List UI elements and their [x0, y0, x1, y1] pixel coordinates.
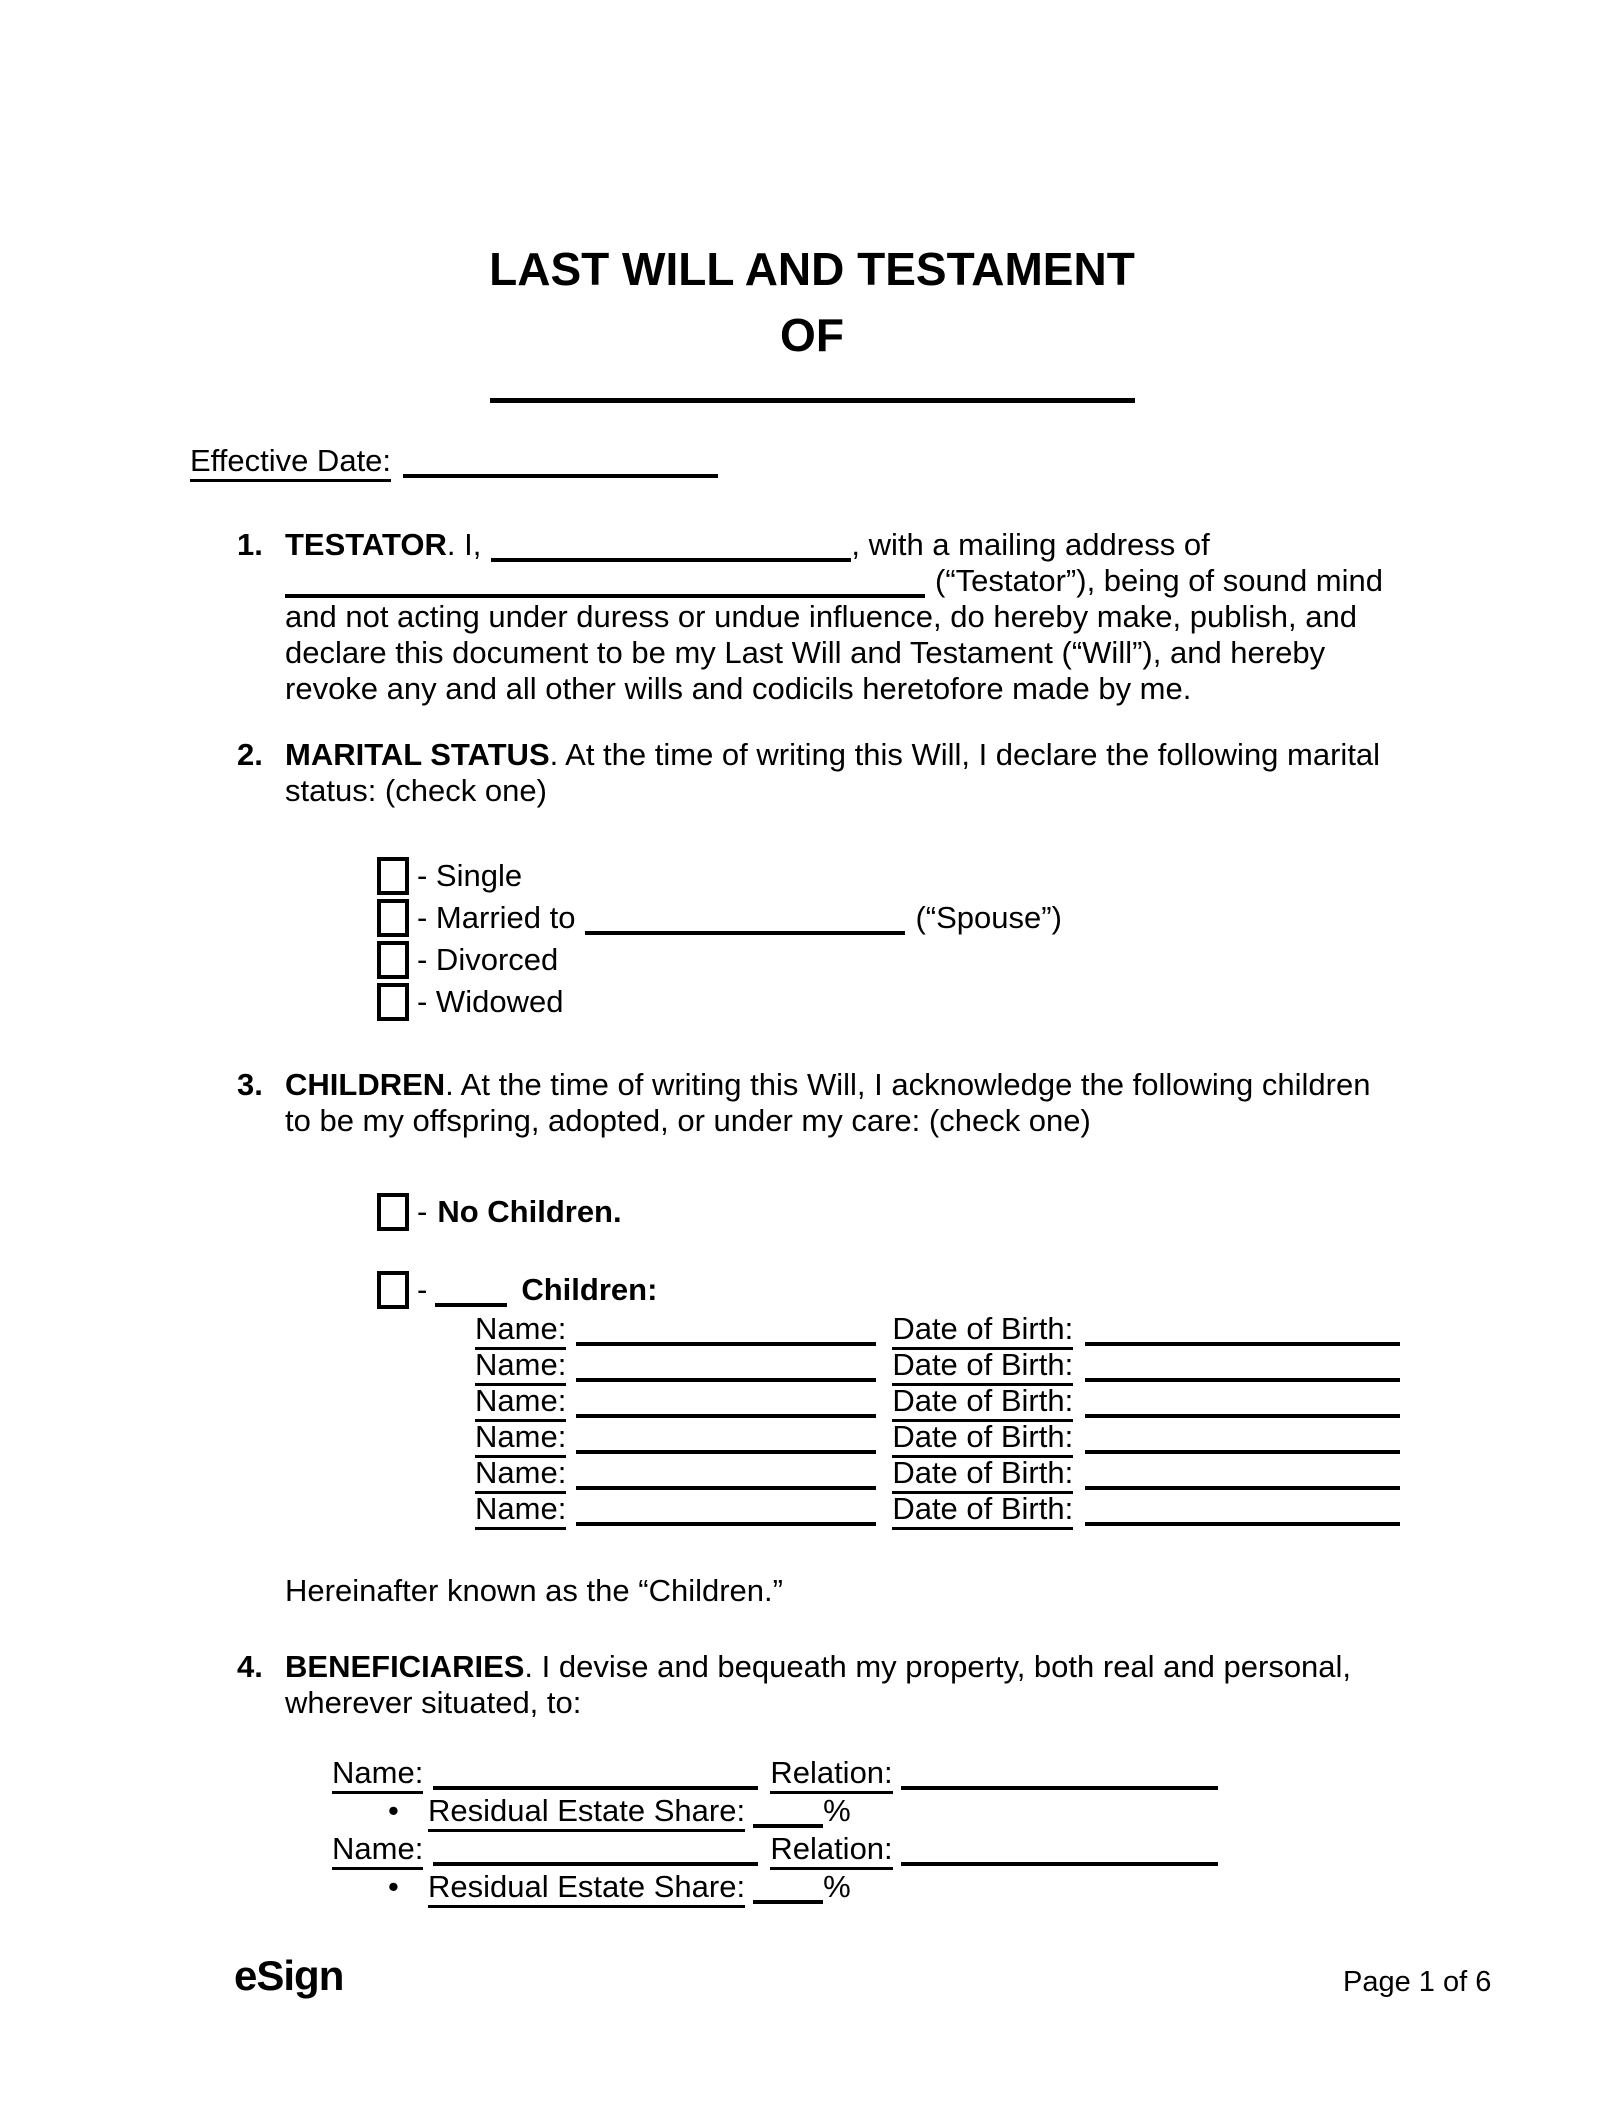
child-row-4 [475, 1419, 1438, 1455]
beneficiaries-line-2: wherever situated, to: [285, 1685, 582, 1720]
child-name-label-6: Name: [475, 1491, 566, 1530]
children-count-blank[interactable] [435, 1275, 507, 1307]
testator-line-1: TESTATOR. I, , with a mailing address of [285, 527, 1210, 562]
share-label-2: Residual Estate Share: [428, 1869, 745, 1908]
widowed-checkbox[interactable] [377, 983, 409, 1021]
spouse-name-blank[interactable] [585, 903, 905, 935]
child-dob-label-5: Date of Birth: [892, 1455, 1073, 1494]
children-count-dash: - [417, 1272, 428, 1307]
no-children-checkbox[interactable] [377, 1193, 409, 1231]
testator-line-2: (“Testator”), being of sound mind [285, 563, 1438, 599]
document-title [0, 0, 1624, 368]
child-name-label-1: Name: [475, 1311, 566, 1350]
child-row-6 [475, 1491, 1438, 1527]
child-row-3 [475, 1383, 1438, 1419]
spouse-suffix: (“Spouse”) [915, 900, 1062, 935]
divorced-label: - Divorced [417, 942, 559, 977]
beneficiary-share-row-2 [388, 1869, 1438, 1907]
child-dob-blank-4[interactable] [1085, 1422, 1400, 1454]
share-label-1: Residual Estate Share: [428, 1793, 745, 1832]
child-dob-label-2: Date of Birth: [892, 1347, 1073, 1386]
document-title-line2: OF [780, 309, 844, 361]
section-1-number: 1. [237, 527, 263, 562]
child-name-label-3: Name: [475, 1383, 566, 1422]
children-line-1: CHILDREN. At the time of writing this Will, I acknowledge the following children [285, 1067, 1371, 1102]
effective-date-blank[interactable] [403, 446, 718, 478]
child-dob-blank-2[interactable] [1085, 1350, 1400, 1382]
testator-name-title-blank[interactable] [490, 398, 1135, 403]
child-dob-label-3: Date of Birth: [892, 1383, 1073, 1422]
section-3-heading: CHILDREN [285, 1067, 446, 1102]
beneficiaries-list [285, 1755, 1438, 1907]
children-count-option [377, 1271, 1438, 1311]
children-count-label: Children [521, 1272, 648, 1307]
child-dob-blank-1[interactable] [1085, 1314, 1400, 1346]
child-name-blank-2[interactable] [576, 1350, 876, 1382]
effective-date-row [190, 443, 1434, 479]
beneficiary-relation-blank-2[interactable] [901, 1834, 1218, 1866]
child-name-label-2: Name: [475, 1347, 566, 1386]
child-name-blank-1[interactable] [576, 1314, 876, 1346]
effective-date-label: Effective Date: [190, 443, 391, 482]
child-dob-blank-5[interactable] [1085, 1458, 1400, 1490]
children-table [475, 1311, 1438, 1527]
no-children-option [377, 1193, 1438, 1235]
child-row-5 [475, 1455, 1438, 1491]
single-label: - Single [417, 858, 523, 893]
testator-line-4: declare this document to be my Last Will and Testament (“Will”), and hereby [285, 635, 1326, 670]
child-dob-label-4: Date of Birth: [892, 1419, 1073, 1458]
document-title-line1: LAST WILL AND TESTAMENT [489, 243, 1135, 295]
marital-option-married [377, 899, 1438, 941]
marital-option-single [377, 857, 1438, 899]
section-2-number: 2. [237, 737, 263, 772]
section-4-number: 4. [237, 1649, 263, 1684]
testator-line-5: revoke any and all other wills and codicils heretofore made by me. [285, 671, 1192, 706]
child-row-2 [475, 1347, 1438, 1383]
testator-line-3: and not acting under duress or undue influence, do hereby make, publish, and [285, 599, 1357, 634]
bullet-icon: • [388, 1793, 399, 1828]
beneficiary-row-2 [332, 1831, 1438, 1869]
marital-option-divorced [377, 941, 1438, 983]
esign-logo: eSign [234, 1952, 344, 1999]
beneficiary-name-label-1: Name: [332, 1755, 423, 1794]
section-1-heading: TESTATOR [285, 527, 447, 562]
hereinafter-note: Hereinafter known as the “Children.” [285, 1573, 783, 1608]
section-testator [190, 527, 1434, 707]
child-name-blank-3[interactable] [576, 1386, 876, 1418]
child-dob-blank-3[interactable] [1085, 1386, 1400, 1418]
marital-options [285, 857, 1438, 1025]
single-checkbox[interactable] [377, 857, 409, 895]
beneficiary-relation-label-1: Relation: [770, 1755, 892, 1794]
child-row-1 [475, 1311, 1438, 1347]
child-dob-blank-6[interactable] [1085, 1494, 1400, 1526]
widowed-label: - Widowed [417, 984, 564, 1019]
child-name-label-5: Name: [475, 1455, 566, 1494]
child-dob-label-6: Date of Birth: [892, 1491, 1073, 1530]
beneficiary-relation-blank-1[interactable] [901, 1758, 1218, 1790]
no-children-dash: - [417, 1194, 428, 1229]
child-name-blank-6[interactable] [576, 1494, 876, 1526]
section-4-heading: BENEFICIARIES [285, 1649, 525, 1684]
no-children-label: No Children [437, 1194, 613, 1229]
beneficiary-name-blank-1[interactable] [433, 1758, 758, 1790]
section-3-number: 3. [237, 1067, 263, 1102]
beneficiary-share-row-1 [388, 1793, 1438, 1831]
child-name-label-4: Name: [475, 1419, 566, 1458]
marital-option-widowed [377, 983, 1438, 1025]
beneficiary-name-blank-2[interactable] [433, 1834, 758, 1866]
bullet-icon: • [388, 1869, 399, 1904]
document-body [190, 443, 1434, 1907]
marital-line-2: status: (check one) [285, 773, 547, 808]
children-count-colon: : [647, 1272, 658, 1307]
child-name-blank-5[interactable] [576, 1458, 876, 1490]
beneficiary-name-label-2: Name: [332, 1831, 423, 1870]
page-indicator: Page 1 of 6 [1343, 1966, 1492, 1998]
section-marital-status [190, 737, 1434, 1025]
beneficiary-row-1 [332, 1755, 1438, 1793]
share-blank-2[interactable] [753, 1872, 823, 1904]
testator-address-blank[interactable] [285, 566, 925, 598]
percent-sign-2: % [823, 1869, 851, 1904]
percent-sign-1: % [823, 1793, 851, 1828]
share-blank-1[interactable] [753, 1796, 823, 1828]
testator-name-blank[interactable] [491, 530, 851, 562]
section-2-heading: MARITAL STATUS [285, 737, 550, 772]
married-label: - Married to [417, 900, 576, 935]
no-children-period: . [613, 1194, 622, 1229]
married-checkbox[interactable] [377, 899, 409, 937]
beneficiary-relation-label-2: Relation: [770, 1831, 892, 1870]
children-line-2: to be my offspring, adopted, or under my care: (check one) [285, 1103, 1091, 1138]
beneficiaries-line-1: BENEFICIARIES. I devise and bequeath my property, both real and personal, [285, 1649, 1352, 1684]
divorced-checkbox[interactable] [377, 941, 409, 979]
children-count-checkbox[interactable] [377, 1271, 409, 1309]
child-name-blank-4[interactable] [576, 1422, 876, 1454]
section-beneficiaries [190, 1649, 1434, 1907]
section-children [190, 1067, 1434, 1609]
marital-line-1: MARITAL STATUS. At the time of writing this Will, I declare the following marital [285, 737, 1381, 772]
child-dob-label-1: Date of Birth: [892, 1311, 1073, 1350]
